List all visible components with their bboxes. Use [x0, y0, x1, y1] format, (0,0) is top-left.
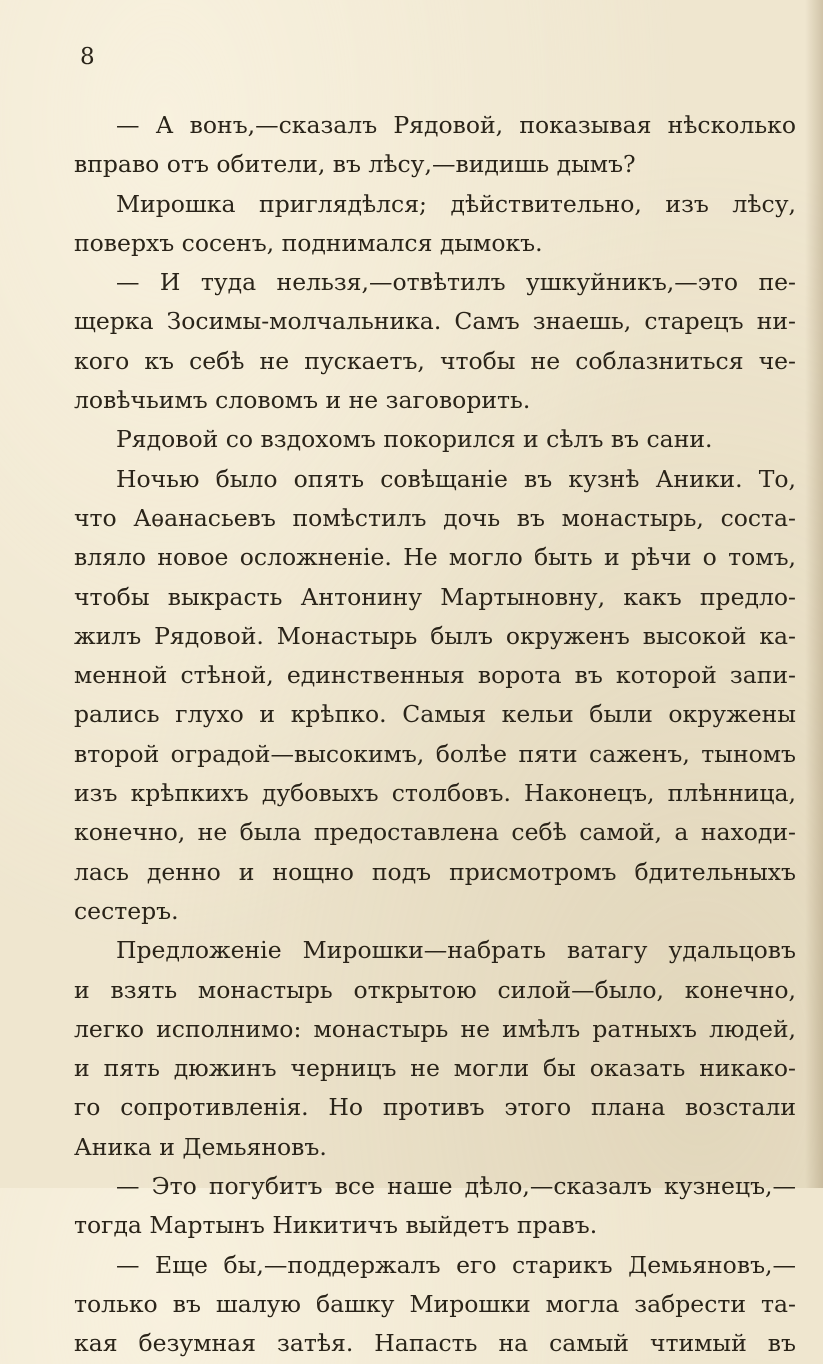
text-line: поверхъ сосенъ, поднимался дымокъ.: [74, 228, 543, 257]
text-line: Аника и Демьяновъ.: [74, 1132, 327, 1161]
text-line: изъ крѣпкихъ дубовыхъ столбовъ. Наконецъ, плѣнница,: [74, 779, 796, 808]
body-text: [74, 106, 796, 1364]
text-line: и взять монастырь открытою силой—было, конечно,: [74, 975, 796, 1004]
text-line: чтобы выкрасть Антонину Мартыновну, какъ предло-: [74, 582, 796, 611]
text-line: — Это погубитъ все наше дѣло,—сказалъ кузнецъ,—: [116, 1172, 796, 1201]
text-line: рались глухо и крѣпко. Самыя кельи были окружены: [74, 700, 796, 729]
text-line: лась денно и нощно подъ присмотромъ бдительныхъ: [74, 857, 796, 886]
text-line: и пять дюжинъ черницъ не могли бы оказать никако-: [74, 1054, 796, 1083]
text-line: только въ шалую башку Мирошки могла забрести та-: [74, 1289, 796, 1318]
text-line: конечно, не была предоставлена себѣ самой, а находи-: [74, 818, 796, 847]
text-line: щерка Зосимы-молчальника. Самъ знаешь, старецъ ни-: [74, 307, 796, 336]
text-line: второй оградой—высокимъ, болѣе пяти саженъ, тыномъ: [74, 739, 796, 768]
page-number: 8: [80, 44, 95, 70]
text-line: Рядовой со вздохомъ покорился и сѣлъ въ сани.: [116, 425, 713, 454]
text-line: ловѣчьимъ словомъ и не заговорить.: [74, 386, 531, 415]
page-edge-shadow: [805, 0, 823, 1188]
text-line: кого къ себѣ не пускаетъ, чтобы не соблазниться че-: [74, 346, 796, 375]
text-line: — И туда нельзя,—отвѣтилъ ушкуйникъ,—это пе-: [116, 268, 796, 297]
text-line: вляло новое осложненіе. Не могло быть и рѣчи о томъ,: [74, 543, 796, 572]
text-line: вправо отъ обители, въ лѣсу,—видишь дымъ?: [74, 150, 636, 179]
text-line: легко исполнимо: монастырь не имѣлъ ратныхъ людей,: [74, 1014, 796, 1043]
text-line: Ночью было опять совѣщаніе въ кузнѣ Аники. То,: [116, 464, 796, 493]
text-line: — А вонъ,—сказалъ Рядовой, показывая нѣсколько: [116, 111, 796, 139]
text-line: жилъ Рядовой. Монастырь былъ окруженъ высокой ка-: [74, 621, 796, 650]
text-line: тогда Мартынъ Никитичъ выйдетъ правъ.: [74, 1211, 598, 1240]
text-line: сестеръ.: [74, 896, 179, 925]
text-line: что Аѳанасьевъ помѣстилъ дочь въ монастырь, соста-: [74, 503, 796, 532]
text-line: го сопротивленія. Но противъ этого плана возстали: [74, 1093, 796, 1122]
text-line: менной стѣной, единственныя ворота въ которой запи-: [74, 661, 796, 690]
text-line: — Еще бы,—поддержалъ его старикъ Демьяновъ,—: [116, 1250, 796, 1279]
text-line: Мирошка приглядѣлся; дѣйствительно, изъ лѣсу,: [116, 189, 796, 218]
text-line: Предложеніе Мирошки—набрать ватагу удальцовъ: [116, 936, 796, 965]
text-line: кая безумная затѣя. Напасть на самый чтимый въ: [74, 1329, 796, 1358]
